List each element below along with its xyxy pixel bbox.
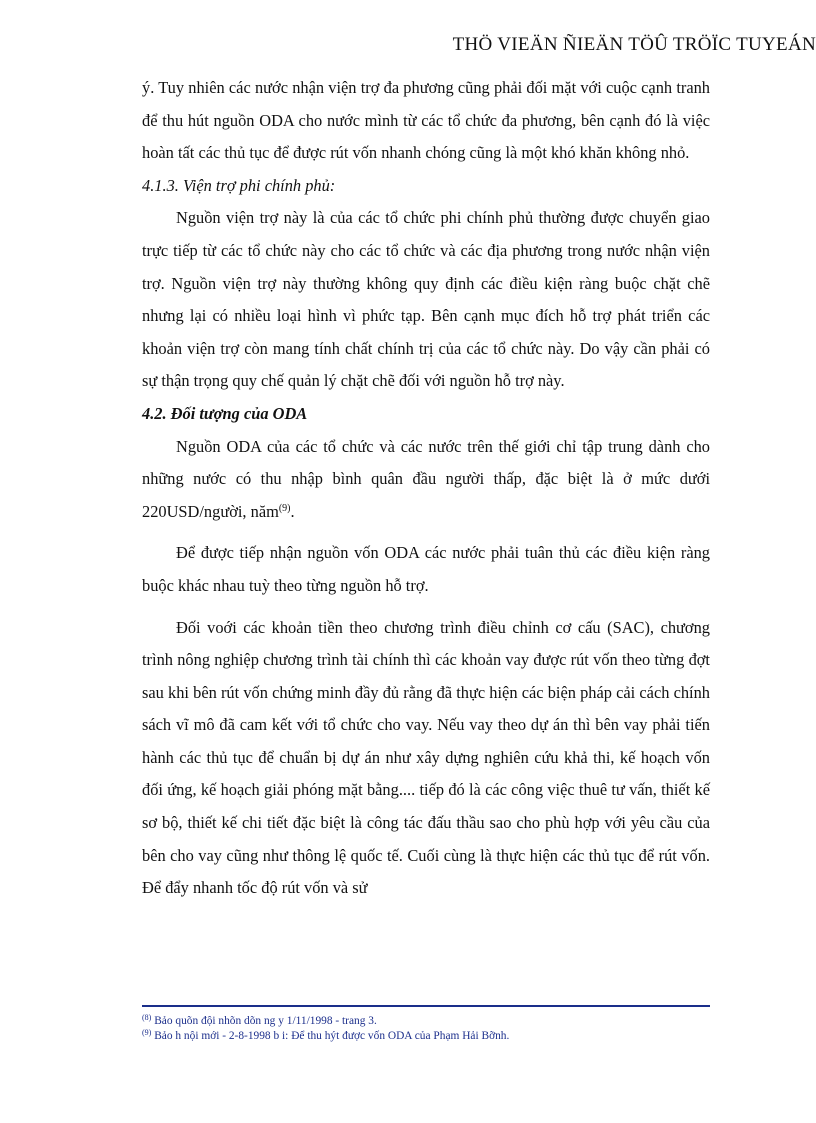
footnote-text: Bảo h nội mới - 2-8-1998 b i: Để thu hýt được vốn ODA của Phạm Hải Bỡnh. bbox=[154, 1030, 510, 1042]
footnote-text: Bảo quõn đội nhõn dõn ng y 1/11/1998 - trang 3. bbox=[154, 1015, 377, 1027]
section-heading: 4.2. Đối tượng của ODA bbox=[142, 403, 308, 423]
paragraph-conditions: Để được tiếp nhận nguồn vốn ODA các nước phải tuân thủ các điều kiện ràng buộc khác nhau tuỳ theo từng nguồn hỗ trợ. bbox=[142, 543, 710, 595]
paragraph-text: Nguồn ODA của các tổ chức và các nước trên thế giới chỉ tập trung dành cho những nước có thu nhập bình quân đầu người thấp, đặc biệt là ở mức dưới 220USD/người, năm bbox=[142, 436, 710, 521]
footnote-9 bbox=[142, 1029, 742, 1044]
page-header: THÖ VIEÄN ÑIEÄN TÖÛ TRÖÏC TUYEÁN bbox=[452, 34, 816, 55]
footnote-divider bbox=[142, 1005, 710, 1007]
footnote-marker: (9) bbox=[142, 1028, 152, 1037]
paragraph-continuation: ý. Tuy nhiên các nước nhận viện trợ đa phương cũng phải đối mặt với cuộc cạnh tranh để thu hút nguồn ODA cho nước mình từ các tổ chức đa phương, bên cạnh đó là việc hoàn tất các thủ tục để được rút vốn nhanh chóng cũng là một khó khăn không nhỏ. bbox=[142, 78, 710, 163]
paragraph-ngo-aid: Nguồn viện trợ này là của các tổ chức phi chính phủ thường được chuyển giao trực tiếp từ các tổ chức này cho các tổ chức và các địa phương trong nước nhận viện trợ. Nguồn viện trợ này thường không quy định các điều kiện ràng buộc chặt chẽ nhưng lại có nhiều loại hình vì phức tạp. Bên cạnh mục đích hỗ trợ phát triển các khoản viện trợ còn mang tính chất chính trị của các tổ chức này. Do vậy cần phải có sự thận trọng quy chế quản lý chặt chẽ đối với nguồn hỗ trợ này. bbox=[142, 208, 710, 391]
paragraph-oda-recipients bbox=[142, 431, 710, 529]
footnote-8 bbox=[142, 1014, 742, 1029]
paragraph-sac: Đối voới các khoản tiền theo chương trình điều chỉnh cơ cấu (SAC), chương trình nông nghiệp chương trình tài chính thì các khoản vay được rút vốn theo từng đợt sau khi bên rút vốn chứng minh đầy đủ rằng đã thực hiện các biện pháp cải cách chính sách vĩ mô đã cam kết với tổ chức cho vay. Nếu vay theo dự án thì bên vay phải tiến hành các thủ tục để chuẩn bị dự án như xây dựng nghiên cứu khả thi, kế hoạch vốn đối ứng, kế hoạch giải phóng mặt bằng.... tiếp đó là các công việc thuê tư vấn, thiết kế sơ bộ, thiết kế chi tiết đặc biệt là công tác đấu thầu sao cho phù hợp với yêu cầu của bên cho vay cũng như thông lệ quốc tế. Cuối cùng là thực hiện các thủ tục để rút vốn. Để đẩy nhanh tốc độ rút vốn và sử bbox=[142, 617, 710, 898]
paragraph-end: . bbox=[290, 501, 295, 521]
document-body bbox=[142, 72, 710, 905]
footnotes bbox=[142, 1014, 742, 1044]
subsection-heading: 4.1.3. Viện trợ phi chính phủ: bbox=[142, 175, 336, 195]
footnote-marker: (8) bbox=[142, 1013, 152, 1022]
footnote-ref: (9) bbox=[278, 502, 291, 514]
